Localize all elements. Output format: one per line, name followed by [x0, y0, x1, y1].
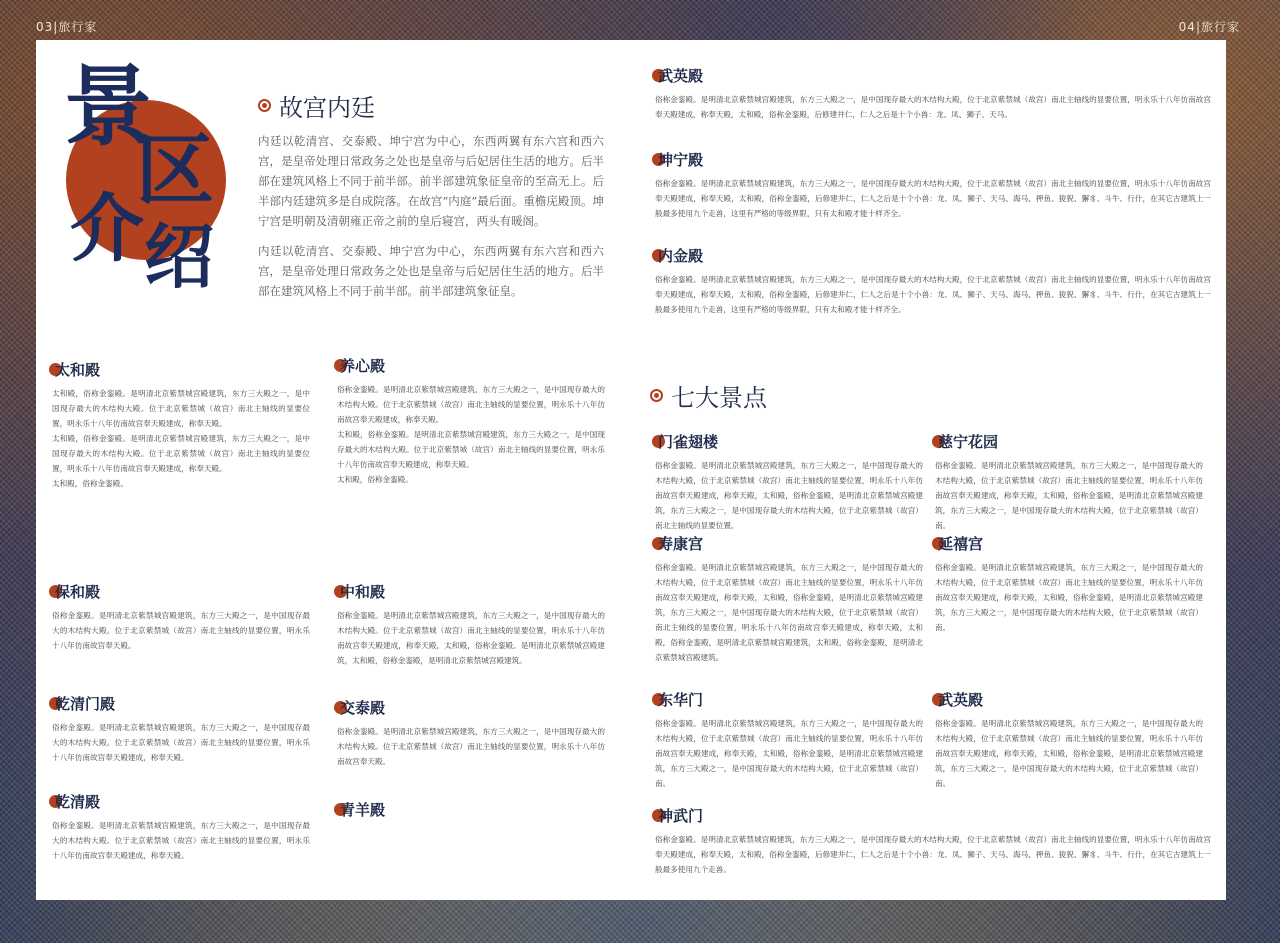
item-text: 俗称金銮殿。是明清北京紫禁城宫殿建筑，东方三大殿之一，是中国现存最大的木结构大殿。位于北京紫禁城（故宫）南北主轴线的显要位置，明永乐十八年仿南故宫奉天殿建成，称奉天殿。: [337, 385, 605, 424]
section-bullet-icon: [258, 99, 271, 112]
item-text: 太和殿，俗称金銮殿。: [52, 479, 128, 488]
item-text: 俗称金銮殿。是明清北京紫禁城宫殿建筑，东方三大殿之一，是中国现存最大的木结构大殿，位于北京紫禁城（故宫）南北主轴线的显要位置，明永乐十八年仿南故宫奉天殿建成，称奉天殿，太和殿，俗称金銮殿，后修建井仁，仁人之后是十个小兽：龙、凤、狮子、天马、海马、押鱼、狻猊、獬豸、斗牛、行什，在其它古建筑上一般最多使用九个走兽，这里有严格的等级界限，只有太和殿才能十样齐全。: [655, 179, 1211, 218]
palace-title: 故宫内廷: [279, 94, 375, 122]
list-item: [655, 150, 1211, 221]
item-title: 内金殿: [658, 247, 704, 265]
item-text: 太和殿，俗称金銮殿。是明清北京紫禁城宫殿建筑，东方三大殿之一，是中国现存最大的木结构大殿。位于北京紫禁城（故宫）南北主轴线的显要位置，明永乐十八年仿南故宫奉天殿建成，称奉天殿。: [52, 389, 310, 428]
list-item: [655, 432, 923, 533]
list-item: [655, 246, 1211, 317]
hero-char-4: 绍: [144, 215, 214, 298]
item-title: 保和殿: [55, 583, 101, 601]
item-text: 俗称金銮殿。是明清北京紫禁城宫殿建筑，东方三大殿之一，是中国现存最大的木结构大殿，位于北京紫禁城（故宫）南北主轴线的显要位置，明永乐十八年仿南故宫奉天殿建成，称奉天殿，太和殿，俗称金銮殿，是明清北京紫禁城宫殿建筑，东方三大殿之一，是中国现存最大的木结构大殿，位于北京紫禁城（故宫）南。: [935, 461, 1203, 530]
brochure-spread: [36, 40, 1226, 900]
list-item: [52, 582, 310, 653]
item-title: 寿康宫: [658, 535, 704, 553]
item-title: 武英殿: [658, 67, 704, 85]
item-title: 太和殿: [55, 361, 101, 379]
list-item: [337, 698, 605, 769]
list-item: [52, 792, 310, 863]
list-item: [655, 806, 1211, 877]
section-bullet-icon: [650, 389, 663, 402]
list-item: [655, 690, 923, 791]
item-text: 俗称金銮殿。是明清北京紫禁城宫殿建筑，东方三大殿之一，是中国现存最大的木结构大殿，位于北京紫禁城（故宫）南北主轴线的显要位置，明永乐十八年仿南故宫奉天殿建成，称奉天殿，太和殿，俗称金銮殿，是明清北京紫禁城宫殿建筑，东方三大殿之一，是中国现存最大的木结构大殿，位于北京紫禁城（故宫）南。: [935, 563, 1203, 632]
item-text: 俗称金銮殿。是明清北京紫禁城宫殿建筑，东方三大殿之一，是中国现存最大的木结构大殿。位于北京紫禁城（故宫）南北主轴线的显要位置，明永乐十八年仿南故宫奉天殿。: [52, 611, 310, 650]
item-title: 武英殿: [938, 691, 984, 709]
item-text: 俗称金銮殿。是明清北京紫禁城宫殿建筑，东方三大殿之一，是中国现存最大的木结构大殿，位于北京紫禁城（故宫）南北主轴线的显要位置，明永乐十八年仿南故宫奉天殿建成，称奉天殿，太和殿，俗称金銮殿，是明清北京紫禁城宫殿建筑，东方三大殿之一，是中国现存最大的木结构大殿，位于北京紫禁城（故宫）南北主轴线的显要位置。: [655, 461, 923, 530]
seven-title: 七大景点: [671, 384, 767, 412]
list-item: [935, 534, 1203, 635]
item-text: 俗称金銮殿。是明清北京紫禁城宫殿建筑，东方三大殿之一，是中国现存最大的木结构大殿。位于北京紫禁城（故宫）南北主轴线的显要位置，明永乐十八年仿南故宫奉天殿建成，称奉天殿。: [52, 723, 310, 762]
list-item: [337, 356, 605, 487]
list-item: [337, 582, 605, 668]
item-title: 养心殿: [340, 357, 386, 375]
item-text: 太和殿，俗称金銮殿。: [337, 475, 413, 484]
list-item: [655, 66, 1211, 122]
item-text: 俗称金銮殿。是明清北京紫禁城宫殿建筑，东方三大殿之一，是中国现存最大的木结构大殿，位于北京紫禁城（故宫）南北主轴线的显要位置，明永乐十八年仿南故宫奉天殿建成，称奉天殿，太和殿，俗称金銮殿，后修建井仁，仁人之后是十个小兽：龙、凤、狮子、天马、海马、押鱼、狻猊、獬豸、斗牛、行什，在其它古建筑上一般最多使用九个走兽，这里有严格的等级界限，只有太和殿才能十样齐全。: [655, 275, 1211, 314]
list-item: [52, 360, 310, 491]
item-text: 太和殿，俗称金銮殿。是明清北京紫禁城宫殿建筑，东方三大殿之一，是中国现存最大的木结构大殿。位于北京紫禁城（故宫）南北主轴线的显要位置，明永乐十八年仿南故宫奉天殿建成，称奉天殿。: [337, 430, 605, 469]
item-title: 神武门: [658, 807, 704, 825]
item-text: 俗称金銮殿。是明清北京紫禁城宫殿建筑，东方三大殿之一，是中国现存最大的木结构大殿，位于北京紫禁城（故宫）南北主轴线的显要位置，明永乐十八年仿南故宫奉天殿建成，称奉天殿，太和殿，俗称金銮殿，后修建井仁，仁人之后是十个小兽：龙、凤、狮子、天马。: [655, 95, 1211, 119]
item-text: 俗称金銮殿。是明清北京紫禁城宫殿建筑，东方三大殿之一，是中国现存最大的木结构大殿，位于北京紫禁城（故宫）南北主轴线的显要位置，明永乐十八年仿南故宫奉天殿建成，称奉天殿，太和殿，俗称金銮殿，是明清北京紫禁城宫殿建筑，东方三大殿之一，是中国现存最大的木结构大殿，位于北京紫禁城（故宫）南。: [655, 719, 923, 788]
list-item: [337, 800, 605, 820]
item-title: 慈宁花园: [938, 433, 999, 451]
item-text: 俗称金銮殿。是明清北京紫禁城宫殿建筑，东方三大殿之一，是中国现存最大的木结构大殿，位于北京紫禁城（故宫）南北主轴线的显要位置，明永乐十八年仿南故宫奉天殿建成，称奉天殿，太和殿，俗称金銮殿，是明清北京紫禁城宫殿建筑，东方三大殿之一，是中国现存最大的木结构大殿，位于北京紫禁城（故宫）南北主轴线的显要位置，明永乐十八年仿南故宫奉天殿建成，称奉天殿，太和殿，俗称金銮殿，是明清北京紫禁城宫殿建筑，太和殿，俗称金銮殿，是明清北京紫禁城宫殿建筑。: [655, 563, 923, 662]
item-text: 俗称金銮殿。是明清北京紫禁城宫殿建筑，东方三大殿之一，是中国现存最大的木结构大殿。位于北京紫禁城（故宫）南北主轴线的显要位置，明永乐十八年仿南故宫奉天殿建成，称奉天殿，太和殿，俗称金銮殿。是明清北京紫禁城宫殿建筑，太和殿，俗称金銮殿，是明清北京紫禁城宫殿建筑。: [337, 611, 605, 665]
hero-char-1: 景: [64, 54, 153, 158]
item-text: 俗称金銮殿。是明清北京紫禁城宫殿建筑，东方三大殿之一，是中国现存最大的木结构大殿，位于北京紫禁城（故宫）南北主轴线的显要位置，明永乐十八年仿南故宫奉天殿建成，称奉天殿，太和殿，俗称金銮殿，是明清北京紫禁城宫殿建筑，东方三大殿之一，是中国现存最大的木结构大殿，位于北京紫禁城（故宫）南。: [935, 719, 1203, 788]
item-title: 坤宁殿: [658, 151, 704, 169]
item-text: 俗称金銮殿。是明清北京紫禁城宫殿建筑，东方三大殿之一，是中国现存最大的木结构大殿。位于北京紫禁城（故宫）南北主轴线的显要位置，明永乐十八年仿南故宫奉天殿。: [337, 727, 605, 766]
list-item: [935, 690, 1203, 791]
palace-heading: [258, 88, 604, 123]
page-number-left: 03|旅行家: [36, 20, 98, 34]
item-title: 东华门: [658, 691, 704, 709]
item-text: 太和殿，俗称金銮殿。是明清北京紫禁城宫殿建筑，东方三大殿之一，是中国现存最大的木结构大殿。位于北京紫禁城（故宫）南北主轴线的显要位置，明永乐十八年仿南故宫奉天殿建成，称奉天殿。: [52, 434, 310, 473]
seven-heading: [650, 378, 767, 413]
item-title: 门雀翅楼: [658, 433, 719, 451]
item-text: 俗称金銮殿。是明清北京紫禁城宫殿建筑，东方三大殿之一，是中国现存最大的木结构大殿。位于北京紫禁城（故宫）南北主轴线的显要位置，明永乐十八年仿南故宫奉天殿建成，称奉天殿。: [52, 821, 310, 860]
list-item: [935, 432, 1203, 533]
hero-char-3: 介: [70, 186, 144, 272]
item-title: 交泰殿: [340, 699, 386, 717]
palace-paragraph-1: 内廷以乾清宫、交泰殿、坤宁宫为中心，东西两翼有东六宫和西六宫，是皇帝处理日常政务之处也是皇帝与后妃居住生活的地方。后半部在建筑风格上不同于前半部。前半部建筑象征皇帝的至高无上。后半部内廷建筑多是自成院落。在故宫“内庭”最后面。重檐庑殿顶。坤宁宫是明朝及清朝雍正帝之前的皇后寝宫，两头有暖阁。: [258, 134, 604, 228]
item-title: 延禧宫: [938, 535, 984, 553]
item-title: 乾清门殿: [55, 695, 116, 713]
palace-intro: [258, 88, 604, 311]
item-title: 中和殿: [340, 583, 386, 601]
hero-char-2: 区: [136, 125, 215, 216]
palace-paragraph-2: 内廷以乾清宫、交泰殿、坤宁宫为中心，东西两翼有东六宫和西六宫，是皇帝处理日常政务之处也是皇帝与后妃居住生活的地方。后半部在建筑风格上不同于前半部。前半部建筑象征皇。: [258, 244, 604, 298]
item-text: 俗称金銮殿。是明清北京紫禁城宫殿建筑，东方三大殿之一，是中国现存最大的木结构大殿，位于北京紫禁城（故宫）南北主轴线的显要位置，明永乐十八年仿南故宫奉天殿建成，称奉天殿，太和殿，俗称金銮殿，后修建井仁，仁人之后是十个小兽：龙、凤、狮子、天马、海马、押鱼、狻猊、獬豸、斗牛、行什，在其它古建筑上一般最多使用九个走兽。: [655, 835, 1211, 874]
page-number-right: 04|旅行家: [1178, 20, 1240, 34]
list-item: [655, 534, 923, 665]
item-title: 乾清殿: [55, 793, 101, 811]
list-item: [52, 694, 310, 765]
item-title: 青羊殿: [340, 801, 386, 819]
